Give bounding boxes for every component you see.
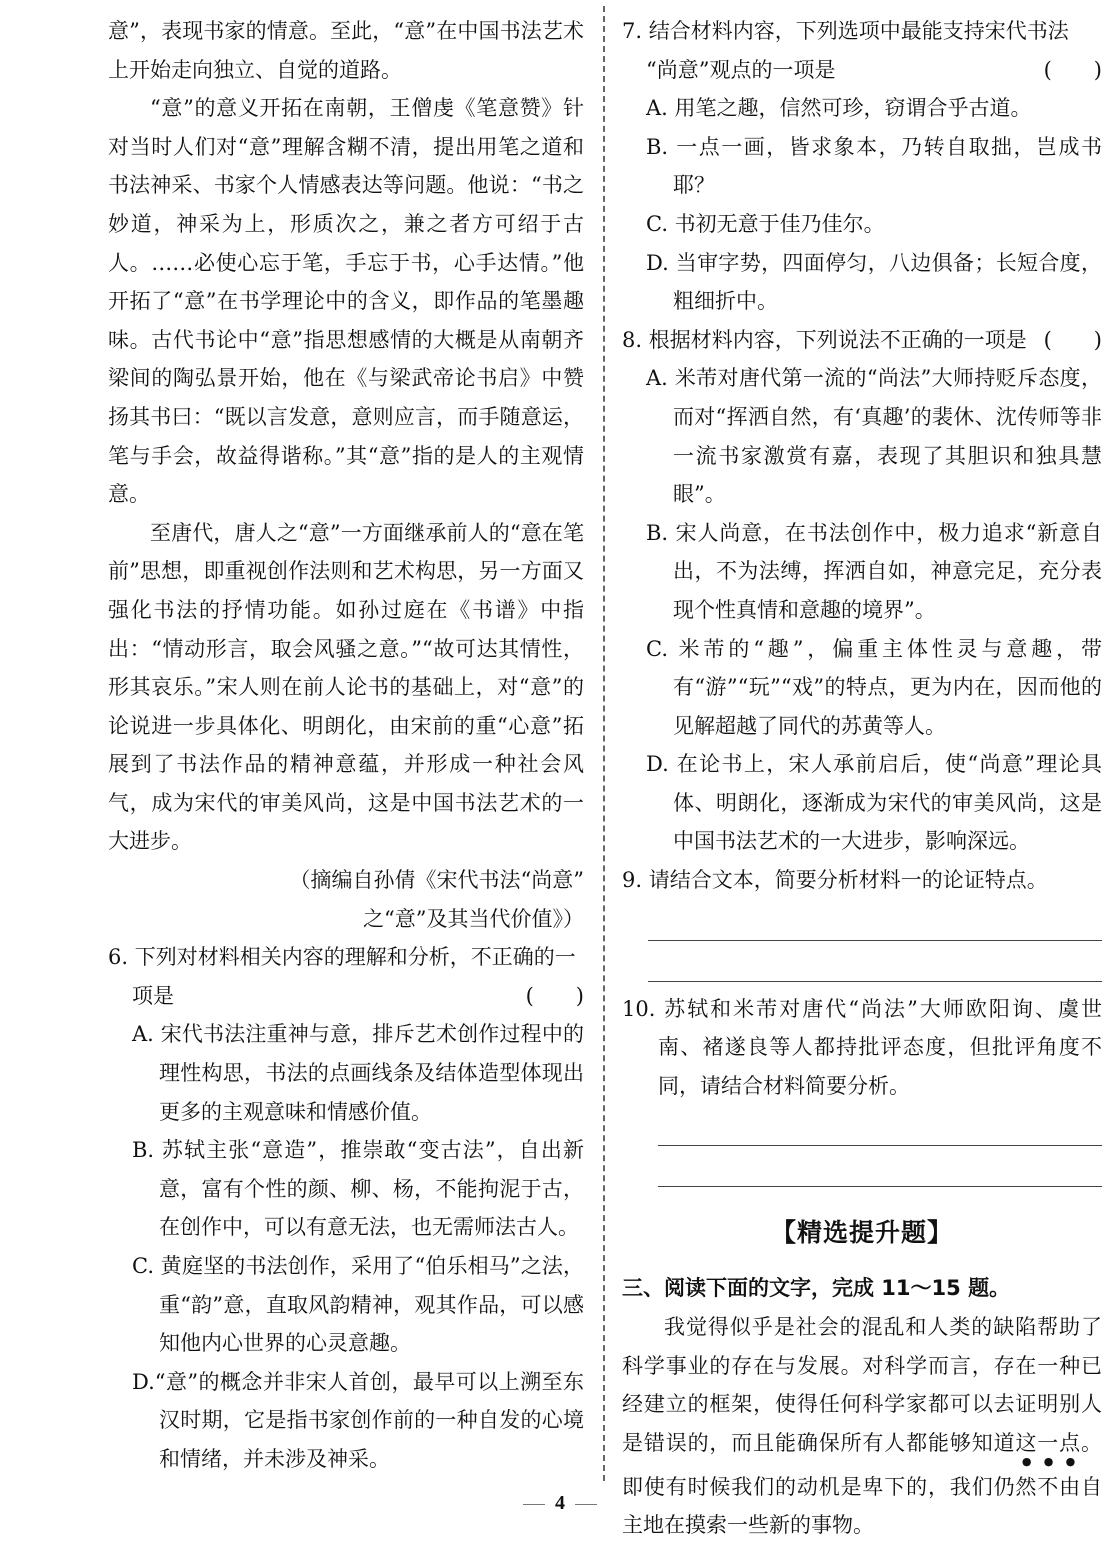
option-b: B. 苏轼主张“意造”，推崇敢“变古法”，自出新意，富有个性的颜、柳、杨，不能拘泥于古，在创作中，可以有意无法，也无需师法古人。 <box>132 1138 584 1240</box>
question-8 <box>622 321 1102 861</box>
answer-line[interactable] <box>648 900 1102 941</box>
passage-paragraph-2: “意”的意义开拓在南朝，王僧虔《笔意赞》针对当时人们对“意”理解含糊不清，提出用笔之道和书法神采、书家个人情感表达等问题。他说：“书之妙道，神采为上，形质次之，兼之者方可绍于古人。……必使心忘于笔，手忘于书，心手达情。”他开拓了“意”在书学理论中的含义，即作品的笔墨趣味。古代书论中“意”指思想感情的大概是从南朝齐梁间的陶弘景开始，他在《与梁武帝论书启》中赞扬其书曰：“既以言发意，意则应言，而手随意运，笔与手会，故益得谐称。”其“意”指的是人的主观情意。 <box>108 96 584 507</box>
question-9-stem: 9. 请结合文本，简要分析材料一的论证特点。 <box>622 868 1048 893</box>
dash-decoration <box>523 1504 545 1505</box>
right-column <box>622 12 1102 1545</box>
section-title: 【精选提升题】 <box>770 1218 953 1248</box>
question-6-stem-end: 项是 <box>132 983 174 1008</box>
option-c: C. 米芾的“趣”，偏重主体性灵与意趣，带有“游”“玩”“戏”的特点，更为内在，因而他的见解超越了同代的苏黄等人。 <box>646 636 1102 738</box>
source-citation-line-1: （摘编自孙倩《宋代书法“尚意” <box>289 868 584 893</box>
question-7 <box>622 12 1102 321</box>
reading-text-2: 。即使有时候我们的动机是卑下的，我们仍然不由自主地在摸索一些新的事物。 <box>622 1430 1103 1538</box>
answer-line[interactable] <box>658 1146 1102 1187</box>
column-divider <box>603 6 605 1481</box>
answer-line[interactable] <box>648 941 1102 982</box>
option-a: A. 用笔之趣，信然可珍，窃谓合乎古道。 <box>646 96 1032 121</box>
question-10 <box>622 990 1102 1188</box>
option-a: A. 米芾对唐代第一流的“尚法”大师持贬斥态度，而对“挥洒自然，有‘真趣’的裴休、沈传师等非一流书家激赏有嘉，表现了其胆识和独具慧眼”。 <box>646 366 1102 507</box>
option-a: A. 宋代书法注重神与意，排斥艺术创作过程中的理性构思，书法的点画线条及结体造型体现出更多的主观意味和情感价值。 <box>132 1022 584 1124</box>
emphasized-text: 这一点 <box>1015 1430 1082 1455</box>
source-citation-line-2: 之“意”及其当代价值》） <box>363 906 584 931</box>
option-b: B. 一点一画，皆求象本，乃转自取拙，岂成书耶？ <box>646 134 1102 198</box>
answer-bracket[interactable]: ( ) <box>1043 57 1102 82</box>
page-number-text: 4 <box>555 1492 565 1514</box>
question-6-stem: 6. 下列对材料相关内容的理解和分析，不正确的一 <box>108 945 576 970</box>
option-d: D. 当审字势，四面停匀，八边俱备；长短合度，粗细折中。 <box>646 250 1102 314</box>
answer-bracket[interactable]: ( ) <box>1043 327 1102 352</box>
answer-line[interactable] <box>658 1105 1102 1146</box>
passage-paragraph-1: 意”，表现书家的情意。至此，“意”在中国书法艺术上开始走向独立、自觉的道路。 <box>108 19 584 82</box>
passage-paragraph-3: 至唐代，唐人之“意”一方面继承前人的“意在笔前”思想，即重视创作法则和艺术构思，另一方面又强化书法的抒情功能。如孙过庭在《书谱》中指出：“情动形言，取会风骚之意。”“故可达其情性，形其哀乐。”宋人则在前人论书的基础上，对“意”的论说进一步具体化、明朗化，由宋前的重“心意”拓展到了书法作品的精神意蕴，并形成一种社会风气，成为宋代的审美风尚，这是中国书法艺术的一大进步。 <box>108 520 584 854</box>
question-8-stem-line <box>622 321 1102 360</box>
question-9 <box>622 861 1102 982</box>
task-instruction: 三、阅读下面的文字，完成 11～15 题。 <box>622 1276 1011 1301</box>
option-c: C. 黄庭坚的书法创作，采用了“伯乐相马”之法，重“韵”意，直取风韵精神，观其作品，可以感知他内心世界的心灵意趣。 <box>132 1254 584 1356</box>
question-7-stem-line-2 <box>622 51 1102 90</box>
question-8-stem: 8. 根据材料内容，下列说法不正确的一项是 <box>622 327 1027 352</box>
option-c: C. 书初无意于佳乃佳尔。 <box>646 211 885 236</box>
option-d: D. 在论书上，宋人承前启后，使“尚意”理论具体、明朗化，逐渐成为宋代的审美风尚，这是中国书法艺术的一大进步，影响深远。 <box>646 752 1102 854</box>
page-number <box>0 1492 1120 1515</box>
question-7-stem: 7. 结合材料内容，下列选项中最能支持宋代书法 <box>622 19 1069 43</box>
option-b: B. 宋人尚意，在书法创作中，极力追求“新意自出，不为法缚，挥洒自如，神意完足，充分表现个性真情和意趣的境界”。 <box>646 520 1102 622</box>
question-6-stem-line-2 <box>108 977 584 1016</box>
reading-text-1: 我觉得似乎是社会的混乱和人类的缺陷帮助了科学事业的存在与发展。对科学而言，存在一种已经建立的框架，使得任何科学家都可以去证明别人是错误的，而且能确保所有人都能够知道 <box>622 1315 1102 1455</box>
question-7-stem-end: “尚意”观点的一项是 <box>646 57 836 82</box>
option-d: D.“意”的概念并非宋人首创，最早可以上溯至东汉时期，它是指书家创作前的一种自发的心境和情绪，并未涉及神采。 <box>132 1369 584 1471</box>
answer-bracket[interactable]: ( ) <box>525 983 584 1008</box>
question-6 <box>108 938 584 1478</box>
left-column <box>108 12 584 1479</box>
dash-decoration <box>575 1504 597 1505</box>
question-10-stem: 10. 苏轼和米芾对唐代“尚法”大师欧阳询、虞世南、褚遂良等人都持批评态度，但批评角度不同，请结合材料简要分析。 <box>622 996 1102 1098</box>
